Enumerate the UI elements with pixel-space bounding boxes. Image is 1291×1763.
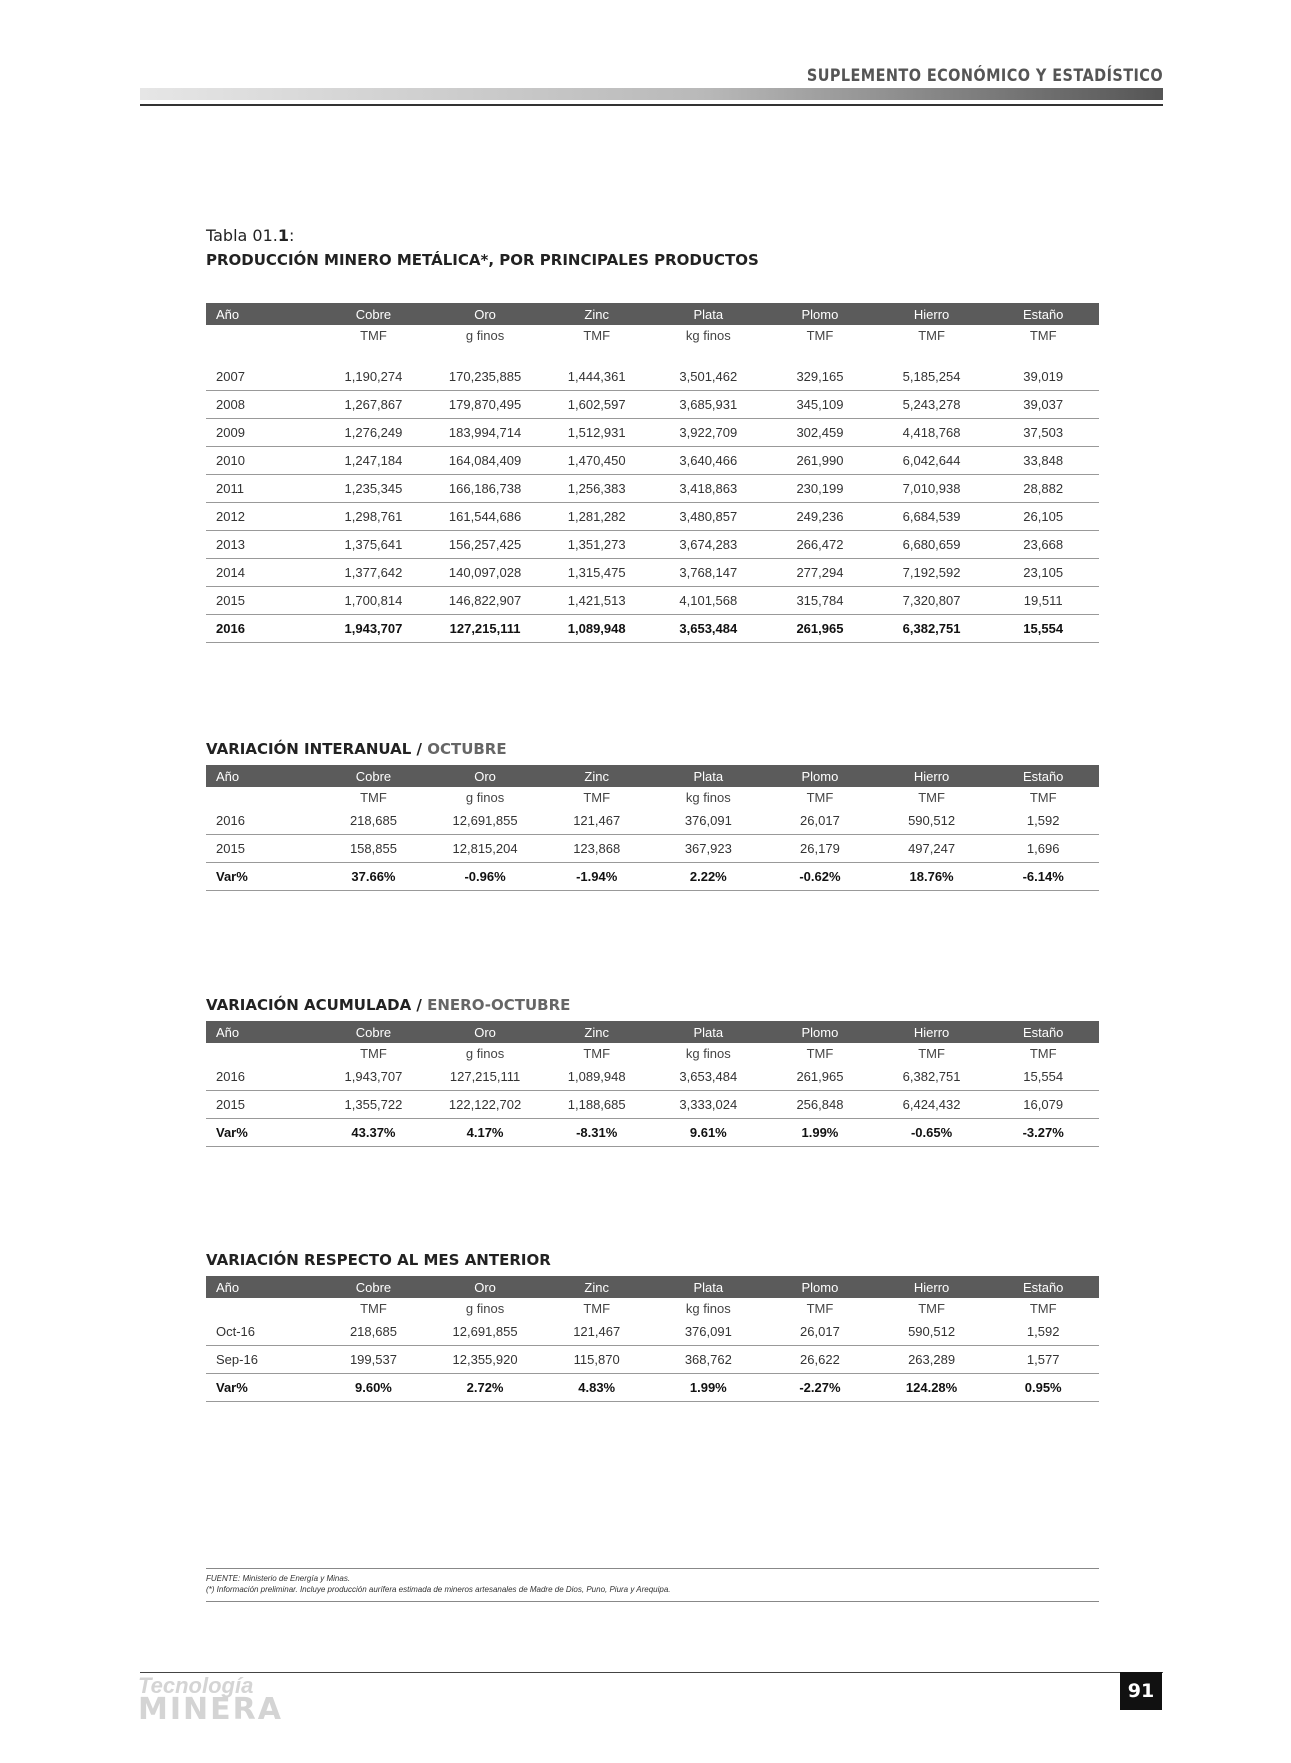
table-cell: 1,281,282 bbox=[541, 503, 653, 531]
table-cell: 2016 bbox=[206, 807, 318, 835]
mes-anterior-table-body bbox=[206, 1318, 1099, 1402]
table-cell: 3,685,931 bbox=[653, 391, 765, 419]
table-cell: 1,577 bbox=[987, 1346, 1099, 1374]
table-row bbox=[206, 835, 1099, 863]
table-cell: 2015 bbox=[206, 1091, 318, 1119]
table-cell: 9.60% bbox=[318, 1374, 430, 1402]
table-cell: 26,622 bbox=[764, 1346, 876, 1374]
table-cell: 1,470,450 bbox=[541, 447, 653, 475]
table-cell: 23,105 bbox=[987, 559, 1099, 587]
column-unit: TMF bbox=[987, 325, 1099, 345]
column-unit: TMF bbox=[541, 325, 653, 345]
column-unit: TMF bbox=[318, 1043, 430, 1063]
table-cell: -0.96% bbox=[429, 863, 541, 891]
column-header: Hierro bbox=[876, 303, 988, 325]
table-cell: 43.37% bbox=[318, 1119, 430, 1147]
table-cell: 26,105 bbox=[987, 503, 1099, 531]
table-cell: 1,298,761 bbox=[318, 503, 430, 531]
table-cell: -3.27% bbox=[987, 1119, 1099, 1147]
table-cell: 218,685 bbox=[318, 807, 430, 835]
table-cell: 123,868 bbox=[541, 835, 653, 863]
table-cell: 302,459 bbox=[764, 419, 876, 447]
column-unit: TMF bbox=[541, 1043, 653, 1063]
table-cell: Sep-16 bbox=[206, 1346, 318, 1374]
table-row bbox=[206, 1346, 1099, 1374]
table-row bbox=[206, 587, 1099, 615]
table-cell: 5,243,278 bbox=[876, 391, 988, 419]
table-label: Tabla 01.1: bbox=[206, 226, 295, 245]
mes-anterior-table bbox=[206, 1276, 1099, 1402]
table-cell: 1,190,274 bbox=[318, 363, 430, 391]
column-header: Cobre bbox=[318, 1276, 430, 1298]
table-cell: 3,653,484 bbox=[653, 615, 765, 643]
table-row bbox=[206, 807, 1099, 835]
column-header: Estaño bbox=[987, 1276, 1099, 1298]
column-unit: TMF bbox=[541, 1298, 653, 1318]
column-header: Oro bbox=[429, 1021, 541, 1043]
table-title: PRODUCCIÓN MINERO METÁLICA*, POR PRINCIPALES PRODUCTOS bbox=[206, 251, 759, 269]
table-row bbox=[206, 1318, 1099, 1346]
table-cell: 2009 bbox=[206, 419, 318, 447]
table-cell: 1,089,948 bbox=[541, 1063, 653, 1091]
column-unit: TMF bbox=[876, 1043, 988, 1063]
table-cell: 3,501,462 bbox=[653, 363, 765, 391]
column-unit: TMF bbox=[318, 1298, 430, 1318]
interanual-table bbox=[206, 765, 1099, 891]
column-names-row bbox=[206, 1276, 1099, 1298]
table-cell: 1,943,707 bbox=[318, 1063, 430, 1091]
table-cell: 230,199 bbox=[764, 475, 876, 503]
table-cell: 1,602,597 bbox=[541, 391, 653, 419]
acumulada-table-body bbox=[206, 1063, 1099, 1147]
column-header: Estaño bbox=[987, 303, 1099, 325]
table-cell: 26,179 bbox=[764, 835, 876, 863]
column-header: Año bbox=[206, 1276, 318, 1298]
interanual-section bbox=[206, 740, 1099, 891]
table-cell: 12,815,204 bbox=[429, 835, 541, 863]
column-header: Año bbox=[206, 1021, 318, 1043]
column-header: Plata bbox=[653, 1276, 765, 1298]
table-cell: 3,653,484 bbox=[653, 1063, 765, 1091]
table-row bbox=[206, 531, 1099, 559]
column-unit: g finos bbox=[429, 1043, 541, 1063]
acumulada-title: VARIACIÓN ACUMULADA / ENERO-OCTUBRE bbox=[206, 996, 571, 1014]
table-row bbox=[206, 475, 1099, 503]
column-names-row bbox=[206, 303, 1099, 325]
table-cell: 2008 bbox=[206, 391, 318, 419]
column-header: Zinc bbox=[541, 1021, 653, 1043]
table-row bbox=[206, 1063, 1099, 1091]
table-cell: 2014 bbox=[206, 559, 318, 587]
table-cell: 4.83% bbox=[541, 1374, 653, 1402]
table-cell: 2012 bbox=[206, 503, 318, 531]
production-table bbox=[206, 303, 1099, 643]
column-header: Plomo bbox=[764, 765, 876, 787]
column-header: Año bbox=[206, 765, 318, 787]
table-cell: 261,965 bbox=[764, 1063, 876, 1091]
table-cell: 376,091 bbox=[653, 1318, 765, 1346]
table-cell: 1,256,383 bbox=[541, 475, 653, 503]
table-cell: 3,922,709 bbox=[653, 419, 765, 447]
table-cell: -1.94% bbox=[541, 863, 653, 891]
table-cell: 1,696 bbox=[987, 835, 1099, 863]
page-number: 91 bbox=[1120, 1672, 1162, 1710]
main-table-body bbox=[206, 363, 1099, 643]
column-names-row bbox=[206, 765, 1099, 787]
table-cell: 277,294 bbox=[764, 559, 876, 587]
table-cell: 39,019 bbox=[987, 363, 1099, 391]
table-cell: 1,375,641 bbox=[318, 531, 430, 559]
table-cell: 15,554 bbox=[987, 1063, 1099, 1091]
table-cell: 6,382,751 bbox=[876, 615, 988, 643]
column-unit: kg finos bbox=[653, 1298, 765, 1318]
table-cell: 156,257,425 bbox=[429, 531, 541, 559]
column-unit: TMF bbox=[987, 1298, 1099, 1318]
table-cell: 28,882 bbox=[987, 475, 1099, 503]
table-cell: 12,691,855 bbox=[429, 1318, 541, 1346]
column-unit: g finos bbox=[429, 787, 541, 807]
header-rule bbox=[140, 104, 1163, 106]
table-cell: 3,480,857 bbox=[653, 503, 765, 531]
table-cell: 4.17% bbox=[429, 1119, 541, 1147]
table-cell: 1,444,361 bbox=[541, 363, 653, 391]
table-row bbox=[206, 419, 1099, 447]
table-cell: 7,320,807 bbox=[876, 587, 988, 615]
table-cell: 1,512,931 bbox=[541, 419, 653, 447]
column-unit: kg finos bbox=[653, 325, 765, 345]
column-header: Plomo bbox=[764, 1021, 876, 1043]
table-cell: 2016 bbox=[206, 1063, 318, 1091]
table-cell: 367,923 bbox=[653, 835, 765, 863]
table-cell: 1,943,707 bbox=[318, 615, 430, 643]
main-table-section bbox=[206, 226, 1099, 643]
column-unit bbox=[206, 1298, 318, 1318]
table-row bbox=[206, 363, 1099, 391]
mes-anterior-title: VARIACIÓN RESPECTO AL MES ANTERIOR bbox=[206, 1251, 551, 1269]
table-cell: 127,215,111 bbox=[429, 615, 541, 643]
column-header: Oro bbox=[429, 1276, 541, 1298]
column-header: Hierro bbox=[876, 1021, 988, 1043]
table-cell: 140,097,028 bbox=[429, 559, 541, 587]
column-header: Año bbox=[206, 303, 318, 325]
column-unit: kg finos bbox=[653, 1043, 765, 1063]
table-cell: 2.72% bbox=[429, 1374, 541, 1402]
tecnologia-minera-logo bbox=[138, 1673, 283, 1727]
column-header: Plata bbox=[653, 303, 765, 325]
table-cell: 26,017 bbox=[764, 1318, 876, 1346]
table-cell: 3,418,863 bbox=[653, 475, 765, 503]
table-cell: 0.95% bbox=[987, 1374, 1099, 1402]
table-cell: 170,235,885 bbox=[429, 363, 541, 391]
table-cell: 15,554 bbox=[987, 615, 1099, 643]
table-cell: 26,017 bbox=[764, 807, 876, 835]
table-cell: 9.61% bbox=[653, 1119, 765, 1147]
column-header: Estaño bbox=[987, 1021, 1099, 1043]
total-row bbox=[206, 863, 1099, 891]
column-unit: TMF bbox=[876, 1298, 988, 1318]
table-cell: 164,084,409 bbox=[429, 447, 541, 475]
column-header: Oro bbox=[429, 765, 541, 787]
column-units-row bbox=[206, 1298, 1099, 1318]
table-cell: 33,848 bbox=[987, 447, 1099, 475]
table-row bbox=[206, 503, 1099, 531]
table-cell: 1,188,685 bbox=[541, 1091, 653, 1119]
table-cell: 146,822,907 bbox=[429, 587, 541, 615]
table-cell: 4,101,568 bbox=[653, 587, 765, 615]
table-cell: -6.14% bbox=[987, 863, 1099, 891]
column-header: Cobre bbox=[318, 303, 430, 325]
table-cell: 329,165 bbox=[764, 363, 876, 391]
table-cell: 2015 bbox=[206, 835, 318, 863]
logo-line1: Tecnología bbox=[138, 1673, 254, 1698]
column-unit: TMF bbox=[764, 1043, 876, 1063]
table-row bbox=[206, 1091, 1099, 1119]
table-cell: 218,685 bbox=[318, 1318, 430, 1346]
column-unit: TMF bbox=[987, 787, 1099, 807]
table-cell: 4,418,768 bbox=[876, 419, 988, 447]
column-unit: TMF bbox=[318, 787, 430, 807]
table-cell: -2.27% bbox=[764, 1374, 876, 1402]
table-cell: 16,079 bbox=[987, 1091, 1099, 1119]
table-cell: 1,089,948 bbox=[541, 615, 653, 643]
table-row bbox=[206, 391, 1099, 419]
table-row bbox=[206, 559, 1099, 587]
acumulada-section bbox=[206, 996, 1099, 1147]
column-header: Zinc bbox=[541, 303, 653, 325]
table-cell: 158,855 bbox=[318, 835, 430, 863]
table-cell: 6,680,659 bbox=[876, 531, 988, 559]
table-cell: 121,467 bbox=[541, 1318, 653, 1346]
mes-anterior-section bbox=[206, 1251, 1099, 1402]
table-cell: 266,472 bbox=[764, 531, 876, 559]
table-cell: 199,537 bbox=[318, 1346, 430, 1374]
table-cell: 3,674,283 bbox=[653, 531, 765, 559]
table-cell: 256,848 bbox=[764, 1091, 876, 1119]
acumulada-table bbox=[206, 1021, 1099, 1147]
table-cell: 1,592 bbox=[987, 1318, 1099, 1346]
table-cell: 3,768,147 bbox=[653, 559, 765, 587]
table-cell: 3,333,024 bbox=[653, 1091, 765, 1119]
column-header: Plomo bbox=[764, 303, 876, 325]
table-cell: 1,700,814 bbox=[318, 587, 430, 615]
column-unit bbox=[206, 787, 318, 807]
table-cell: 1,267,867 bbox=[318, 391, 430, 419]
table-cell: 315,784 bbox=[764, 587, 876, 615]
table-cell: 590,512 bbox=[876, 1318, 988, 1346]
table-cell: 2007 bbox=[206, 363, 318, 391]
table-cell: 166,186,738 bbox=[429, 475, 541, 503]
column-header: Plata bbox=[653, 765, 765, 787]
interanual-table-body bbox=[206, 807, 1099, 891]
table-cell: Var% bbox=[206, 863, 318, 891]
column-header: Oro bbox=[429, 303, 541, 325]
column-unit: TMF bbox=[764, 787, 876, 807]
column-units-row bbox=[206, 787, 1099, 807]
footer-rule bbox=[140, 1672, 1163, 1673]
table-row bbox=[206, 447, 1099, 475]
column-unit: TMF bbox=[764, 325, 876, 345]
column-unit: g finos bbox=[429, 1298, 541, 1318]
table-cell: 124.28% bbox=[876, 1374, 988, 1402]
table-cell: 2011 bbox=[206, 475, 318, 503]
table-cell: 1,247,184 bbox=[318, 447, 430, 475]
column-units-row bbox=[206, 325, 1099, 345]
column-header: Zinc bbox=[541, 1276, 653, 1298]
column-header: Zinc bbox=[541, 765, 653, 787]
table-cell: 23,668 bbox=[987, 531, 1099, 559]
table-cell: 1,377,642 bbox=[318, 559, 430, 587]
table-cell: 1,355,722 bbox=[318, 1091, 430, 1119]
column-names-row bbox=[206, 1021, 1099, 1043]
column-header: Plata bbox=[653, 1021, 765, 1043]
table-cell: 18.76% bbox=[876, 863, 988, 891]
table-cell: 6,042,644 bbox=[876, 447, 988, 475]
table-cell: 127,215,111 bbox=[429, 1063, 541, 1091]
table-cell: 122,122,702 bbox=[429, 1091, 541, 1119]
table-cell: 12,691,855 bbox=[429, 807, 541, 835]
source-note bbox=[206, 1568, 1099, 1602]
table-cell: 7,010,938 bbox=[876, 475, 988, 503]
column-unit: TMF bbox=[318, 325, 430, 345]
table-cell: 261,965 bbox=[764, 615, 876, 643]
table-cell: 1.99% bbox=[653, 1374, 765, 1402]
table-cell: 2013 bbox=[206, 531, 318, 559]
preliminary-note: (*) Información preliminar. Incluye producción aurífera estimada de mineros artesanales de Madre de Dios, Puno, Piura y Arequipa. bbox=[206, 1585, 671, 1594]
column-header: Cobre bbox=[318, 765, 430, 787]
table-cell: 1,276,249 bbox=[318, 419, 430, 447]
table-cell: 37.66% bbox=[318, 863, 430, 891]
column-unit: kg finos bbox=[653, 787, 765, 807]
table-cell: 376,091 bbox=[653, 807, 765, 835]
table-cell: 263,289 bbox=[876, 1346, 988, 1374]
column-unit: TMF bbox=[541, 787, 653, 807]
table-cell: Var% bbox=[206, 1374, 318, 1402]
source-text: FUENTE: Ministerio de Energía y Minas. bbox=[206, 1574, 351, 1583]
column-unit: TMF bbox=[764, 1298, 876, 1318]
table-cell: 1,351,273 bbox=[541, 531, 653, 559]
table-cell: 39,037 bbox=[987, 391, 1099, 419]
table-cell: 368,762 bbox=[653, 1346, 765, 1374]
table-cell: 249,236 bbox=[764, 503, 876, 531]
table-cell: 2.22% bbox=[653, 863, 765, 891]
total-row bbox=[206, 615, 1099, 643]
table-cell: 6,382,751 bbox=[876, 1063, 988, 1091]
column-unit: TMF bbox=[876, 325, 988, 345]
column-header: Cobre bbox=[318, 1021, 430, 1043]
header-gradient-bar bbox=[140, 88, 1163, 100]
column-unit bbox=[206, 1043, 318, 1063]
table-cell: 115,870 bbox=[541, 1346, 653, 1374]
column-header: Hierro bbox=[876, 765, 988, 787]
total-row bbox=[206, 1119, 1099, 1147]
table-cell: 1,235,345 bbox=[318, 475, 430, 503]
table-cell: 19,511 bbox=[987, 587, 1099, 615]
table-cell: 2010 bbox=[206, 447, 318, 475]
table-cell: 161,544,686 bbox=[429, 503, 541, 531]
table-cell: 6,424,432 bbox=[876, 1091, 988, 1119]
table-cell: -0.65% bbox=[876, 1119, 988, 1147]
table-cell: 261,990 bbox=[764, 447, 876, 475]
column-header: Plomo bbox=[764, 1276, 876, 1298]
table-cell: 590,512 bbox=[876, 807, 988, 835]
total-row bbox=[206, 1374, 1099, 1402]
table-cell: 345,109 bbox=[764, 391, 876, 419]
column-unit: TMF bbox=[876, 787, 988, 807]
table-cell: 2016 bbox=[206, 615, 318, 643]
table-cell: Var% bbox=[206, 1119, 318, 1147]
table-cell: 1,421,513 bbox=[541, 587, 653, 615]
column-unit bbox=[206, 325, 318, 345]
table-cell: -8.31% bbox=[541, 1119, 653, 1147]
table-cell: 1,315,475 bbox=[541, 559, 653, 587]
table-cell: 2015 bbox=[206, 587, 318, 615]
column-header: Hierro bbox=[876, 1276, 988, 1298]
table-cell: 1,592 bbox=[987, 807, 1099, 835]
column-unit: g finos bbox=[429, 325, 541, 345]
header-title: SUPLEMENTO ECONÓMICO Y ESTADÍSTICO bbox=[806, 66, 1163, 86]
table-cell: 12,355,920 bbox=[429, 1346, 541, 1374]
table-cell: Oct-16 bbox=[206, 1318, 318, 1346]
table-cell: 179,870,495 bbox=[429, 391, 541, 419]
table-cell: -0.62% bbox=[764, 863, 876, 891]
column-unit: TMF bbox=[987, 1043, 1099, 1063]
table-cell: 1.99% bbox=[764, 1119, 876, 1147]
column-header: Estaño bbox=[987, 765, 1099, 787]
table-cell: 5,185,254 bbox=[876, 363, 988, 391]
table-cell: 6,684,539 bbox=[876, 503, 988, 531]
table-cell: 3,640,466 bbox=[653, 447, 765, 475]
table-cell: 7,192,592 bbox=[876, 559, 988, 587]
column-units-row bbox=[206, 1043, 1099, 1063]
table-cell: 37,503 bbox=[987, 419, 1099, 447]
table-cell: 497,247 bbox=[876, 835, 988, 863]
logo-line2: MINERA bbox=[138, 1692, 283, 1727]
interanual-title: VARIACIÓN INTERANUAL / OCTUBRE bbox=[206, 740, 507, 758]
table-cell: 121,467 bbox=[541, 807, 653, 835]
table-cell: 183,994,714 bbox=[429, 419, 541, 447]
